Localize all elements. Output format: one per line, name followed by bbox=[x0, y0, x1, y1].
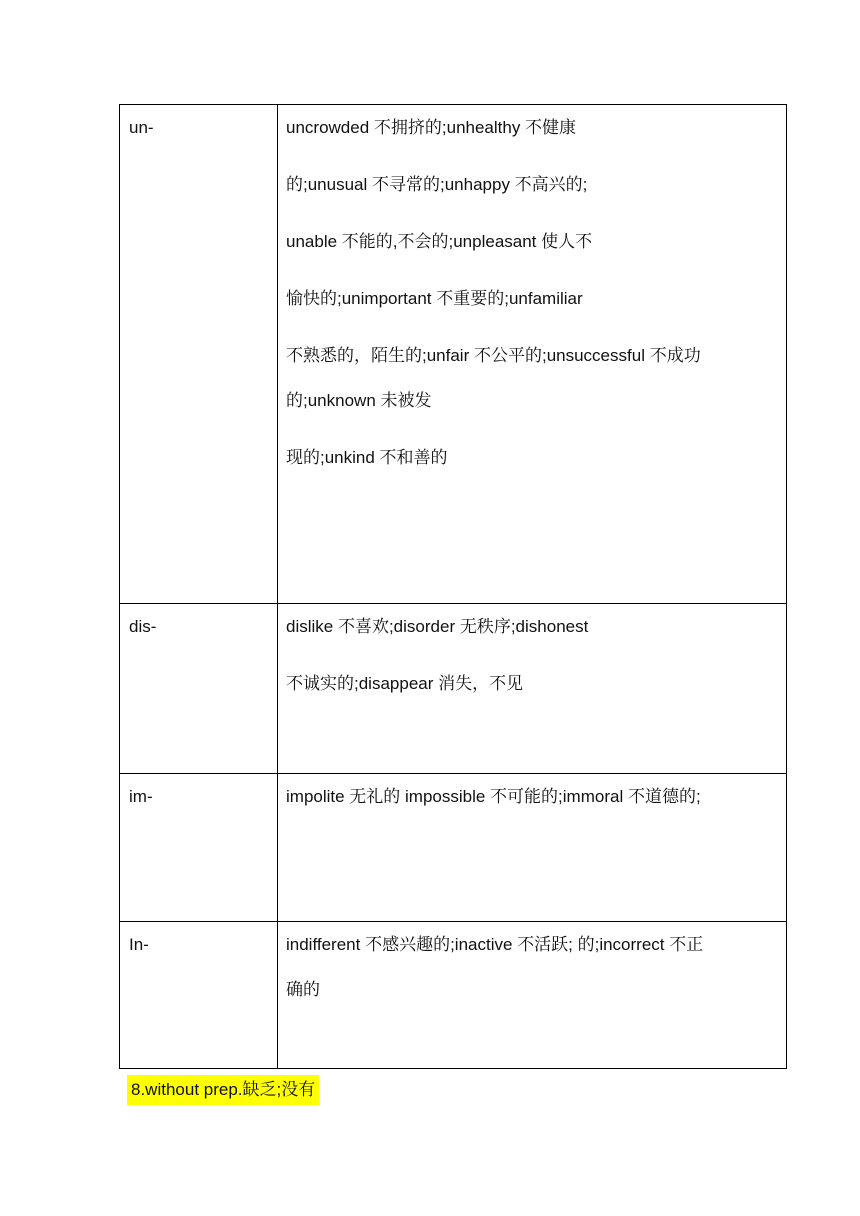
words-cell bbox=[278, 604, 787, 774]
table-row bbox=[120, 604, 787, 774]
prefix-label: In- bbox=[129, 935, 149, 954]
prefix-label: im- bbox=[129, 787, 153, 806]
words-cell bbox=[278, 105, 787, 604]
word-line: impolite 无礼的 impossible 不可能的;immoral 不道德的; bbox=[286, 787, 701, 806]
prefix-label: dis- bbox=[129, 617, 157, 636]
word-line: unable 不能的,不会的;unpleasant 使人不 bbox=[286, 232, 593, 251]
word-line: 现的;unkind 不和善的 bbox=[286, 448, 448, 467]
words-cell bbox=[278, 774, 787, 922]
word-line: 愉快的;unimportant 不重要的;unfamiliar bbox=[286, 289, 583, 308]
word-line: 确的 bbox=[286, 980, 320, 999]
prefix-table bbox=[119, 104, 787, 1069]
prefix-label: un- bbox=[129, 118, 154, 137]
highlighted-heading: 8.without prep.缺乏;没有 bbox=[127, 1075, 319, 1105]
word-line: dislike 不喜欢;disorder 无秩序;dishonest bbox=[286, 617, 589, 636]
word-line: uncrowded 不拥挤的;unhealthy 不健康 bbox=[286, 118, 577, 137]
word-line: 不诚实的;disappear 消失，不见 bbox=[286, 674, 524, 693]
word-line: indifferent 不感兴趣的;inactive 不活跃; 的;incorrect 不正 bbox=[286, 935, 704, 954]
prefix-cell bbox=[120, 604, 278, 774]
table-row bbox=[120, 922, 787, 1069]
words-cell bbox=[278, 922, 787, 1069]
prefix-cell bbox=[120, 774, 278, 922]
word-line: 的;unknown 未被发 bbox=[286, 391, 432, 410]
prefix-cell bbox=[120, 922, 278, 1069]
table-row bbox=[120, 105, 787, 604]
table-row bbox=[120, 774, 787, 922]
prefix-cell bbox=[120, 105, 278, 604]
word-line: 的;unusual 不寻常的;unhappy 不高兴的; bbox=[286, 175, 588, 194]
word-line: 不熟悉的，陌生的;unfair 不公平的;unsuccessful 不成功 bbox=[286, 346, 701, 365]
